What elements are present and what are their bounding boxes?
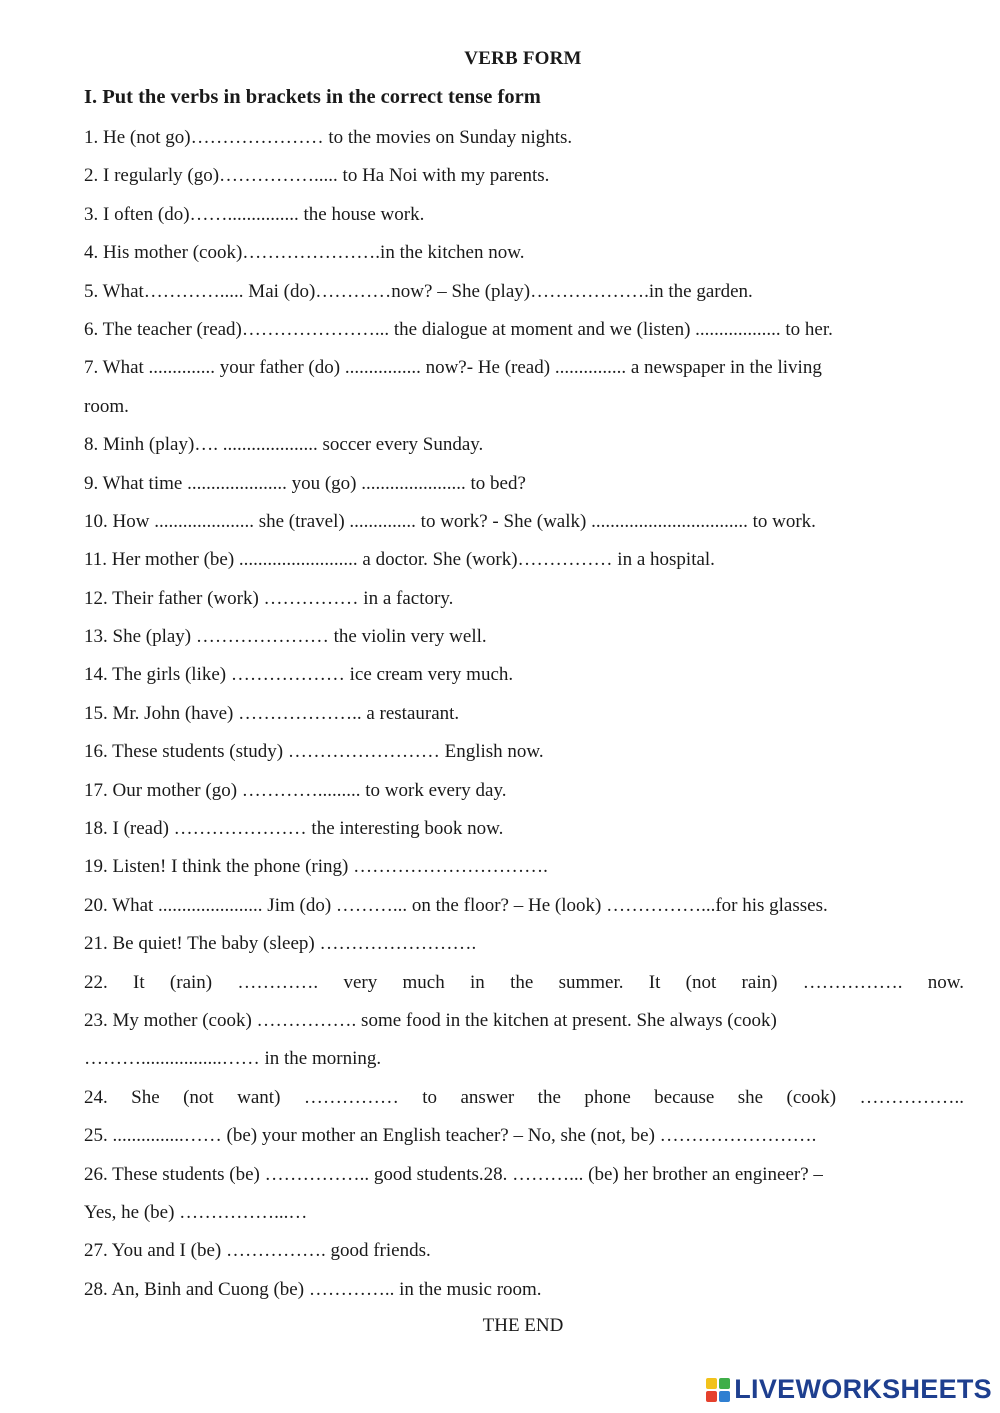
exercise-line: Yes, he (be) ……………...… <box>84 1201 308 1223</box>
exercise-line: 15. Mr. John (have) ……………….. a restaurant. <box>84 702 460 724</box>
exercise-line: 23. My mother (cook) ……………. some food in the kitchen at present. She always (cook) <box>84 1009 777 1031</box>
exercise-line: 5. What…………..... Mai (do)…………now? – She (play)……………….in the garden. <box>84 280 753 302</box>
exercise-line: 17. Our mother (go) …………......... to work every day. <box>84 779 507 801</box>
liveworksheets-logo-icon <box>706 1378 730 1402</box>
exercise-line: 4. His mother (cook)………………….in the kitchen now. <box>84 242 525 264</box>
exercise-line: 16. These students (study) …………………… English now. <box>84 741 544 763</box>
exercise-line: 25. ...............…… (be) your mother an English teacher? – No, she (not, be) ……………………. <box>84 1125 817 1147</box>
exercise-line: 26. These students (be) …………….. good students.28. ………... (be) her brother an engineer? – <box>84 1163 823 1185</box>
exercise-line: 24. She (not want) …………… to answer the phone because she (cook) …………….. <box>84 1086 964 1108</box>
exercise-line: 6. The teacher (read)…………………... the dialogue at moment and we (listen) .................. to her. <box>84 318 833 340</box>
exercise-line: 28. An, Binh and Cuong (be) ………….. in the music room. <box>84 1278 542 1300</box>
exercise-line: 27. You and I (be) ……………. good friends. <box>84 1240 431 1262</box>
exercise-line: ……….................…… in the morning. <box>84 1048 382 1070</box>
exercise-line: 8. Minh (play)…. .................... soccer every Sunday. <box>84 434 484 456</box>
logo-square-blue <box>719 1391 730 1402</box>
exercise-line: 7. What .............. your father (do) ................ now?- He (read) ............... a newspaper in the living <box>84 357 822 379</box>
exercise-line: 2. I regularly (go)……………..... to Ha Noi with my parents. <box>84 165 550 187</box>
logo-square-green <box>719 1378 730 1389</box>
section-heading: I. Put the verbs in brackets in the correct tense form <box>84 86 541 108</box>
exercise-line: 10. How ..................... she (travel) .............. to work? - She (walk) ................................. to work. <box>84 510 816 532</box>
page-title: VERB FORM <box>464 48 582 69</box>
exercise-line: 18. I (read) ………………… the interesting book now. <box>84 818 504 840</box>
exercise-line: 22. It (rain) …………. very much in the summer. It (not rain) ……………. now. <box>84 971 964 993</box>
liveworksheets-logo-text: LIVEWORKSHEETS <box>734 1374 992 1404</box>
exercise-line: 21. Be quiet! The baby (sleep) ……………………. <box>84 933 477 955</box>
exercise-line: 11. Her mother (be) ......................... a doctor. She (work)…………… in a hospital. <box>84 549 715 571</box>
the-end-label: THE END <box>482 1315 564 1336</box>
logo-square-yellow <box>706 1378 717 1389</box>
exercise-line: 1. He (not go)………………… to the movies on Sunday nights. <box>84 127 573 148</box>
liveworksheets-logo <box>706 1374 992 1405</box>
logo-square-red <box>706 1391 717 1402</box>
exercise-line: 3. I often (do)……............... the house work. <box>84 203 425 225</box>
exercise-line: 20. What ...................... Jim (do) ………... on the floor? – He (look) ……………...for his glasses. <box>84 894 828 916</box>
exercise-line: 14. The girls (like) ……………… ice cream very much. <box>84 664 514 686</box>
exercise-line: 9. What time ..................... you (go) ...................... to bed? <box>84 472 526 494</box>
exercise-line: 13. She (play) ………………… the violin very well. <box>84 626 487 648</box>
exercise-list <box>84 119 964 1309</box>
exercise-line: 12. Their father (work) …………… in a factory. <box>84 587 454 609</box>
exercise-line: 19. Listen! I think the phone (ring) …………………………. <box>84 856 548 878</box>
exercise-line: room. <box>84 395 129 417</box>
